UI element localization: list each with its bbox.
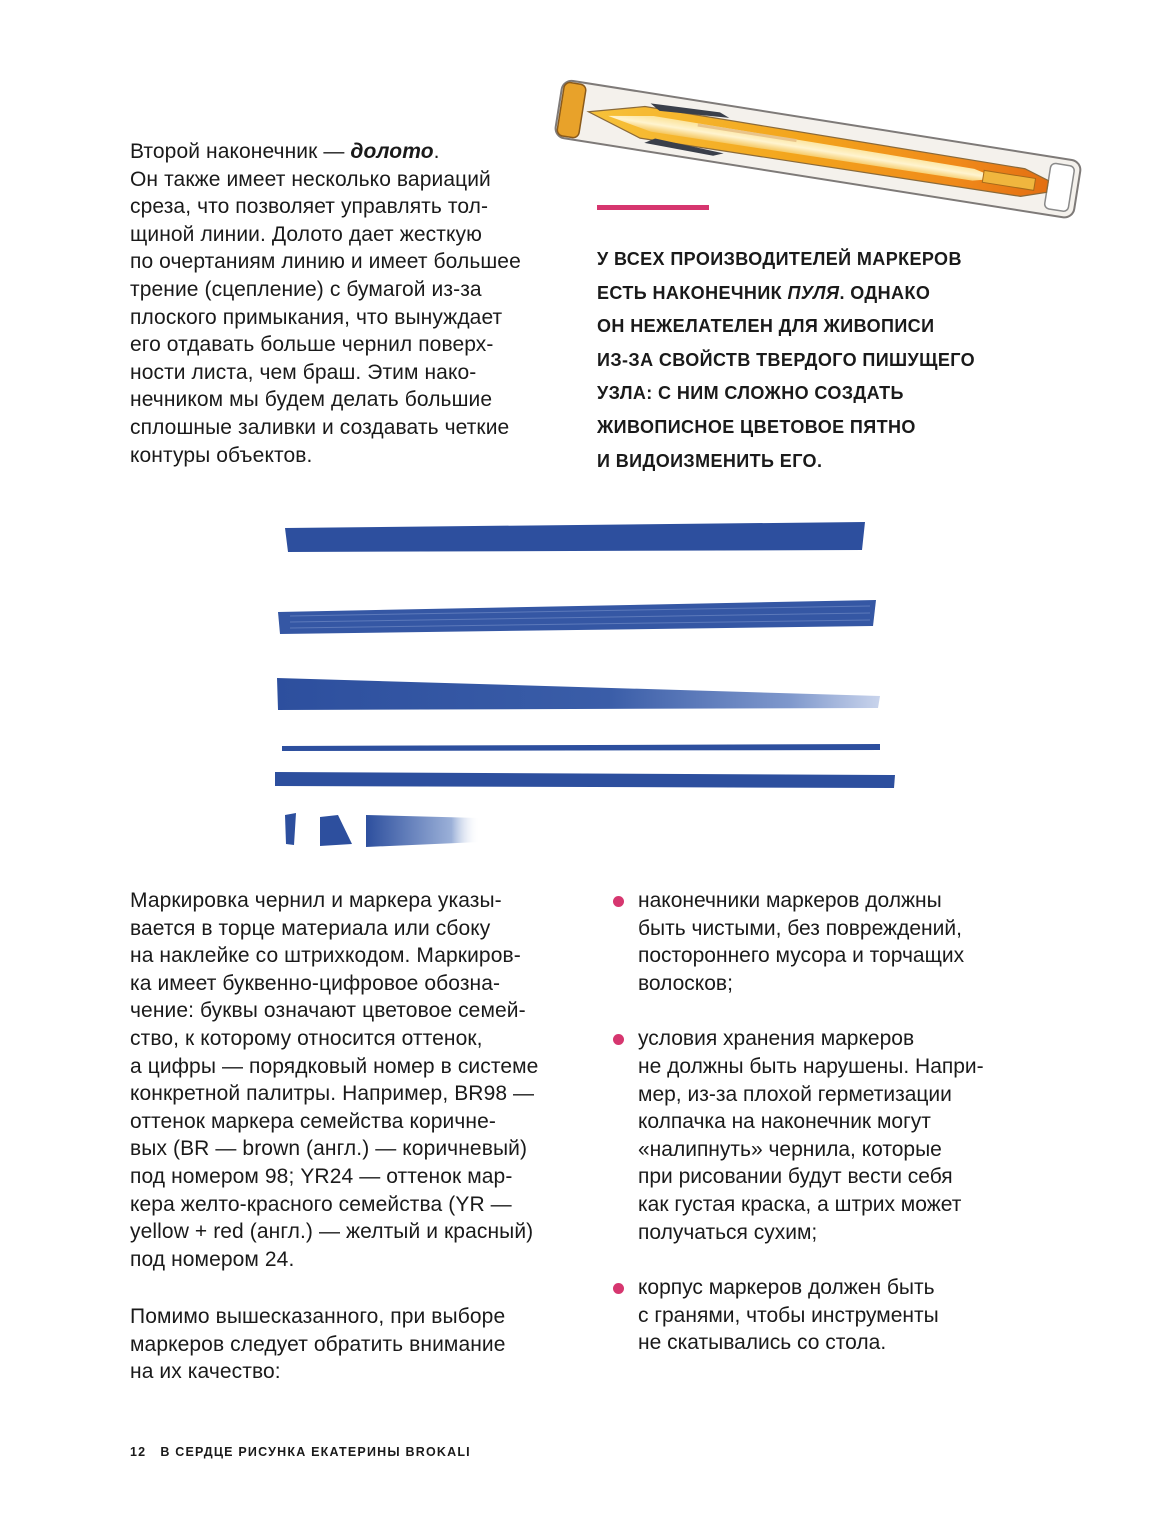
stroke-fading bbox=[277, 678, 880, 710]
callout-line-2 bbox=[597, 277, 1027, 311]
callout-line-2-start: ЕСТЬ НАКОНЕЧНИК bbox=[597, 282, 788, 303]
stroke-short-fade bbox=[366, 815, 480, 847]
bullet-text: наконечники маркеров должны быть чистыми, без повреждений, постороннего мусора и торчащих волосков; bbox=[638, 889, 965, 995]
intro-paragraph bbox=[130, 138, 570, 469]
intro-lead: Второй наконечник — bbox=[130, 140, 351, 163]
callout-block bbox=[597, 243, 1027, 478]
intro-term: долото bbox=[350, 140, 434, 163]
callout-line-1: У ВСЕХ ПРОИЗВОДИТЕЛЕЙ МАРКЕРОВ bbox=[597, 249, 962, 269]
marking-paragraph: Маркировка чернил и маркера указы- вается в торце материала или сбоку на наклейке со штрихкодом. Маркиров- ка имеет буквенно-цифровое обозна- чение: буквы означают цветовое семей- ство, к которому относится оттенок, а цифры — порядковый номер в системе конкретной палитры. Например, BR98 — оттенок маркера семейства коричне- вых (BR — brown (англ.) — коричневый) под номером 98; YR24 — оттенок мар- кера желто-красного семейства (YR — yellow + red (англ.) — желтый и красный) под номером 24. bbox=[130, 889, 539, 1271]
stroke-dot-wide bbox=[320, 815, 352, 846]
list-item bbox=[612, 1025, 1032, 1246]
callout-term: ПУЛЯ bbox=[787, 282, 840, 303]
stroke-medium bbox=[275, 772, 895, 788]
stroke-dot-thin bbox=[285, 813, 296, 845]
callout-line-4: ИЗ-ЗА СВОЙСТВ ТВЕРДОГО ПИШУЩЕГО bbox=[597, 349, 976, 370]
list-item bbox=[612, 887, 1032, 997]
page-number: 12 bbox=[130, 1445, 147, 1459]
callout-line-5: УЗЛА: С НИМ СЛОЖНО СОЗДАТЬ bbox=[597, 383, 904, 404]
bullet-text: корпус маркеров должен быть с гранями, чтобы инструменты не скатывались со стола. bbox=[638, 1276, 939, 1355]
bullet-dot-icon bbox=[613, 1034, 624, 1045]
list-item bbox=[612, 1274, 1032, 1357]
quality-intro-paragraph: Помимо вышесказанного, при выборе маркеров следует обратить внимание на их качество: bbox=[130, 1305, 506, 1384]
callout-line-7: И ВИДОИЗМЕНИТЬ ЕГО. bbox=[597, 450, 823, 471]
callout-line-3: ОН НЕЖЕЛАТЕЛЕН ДЛЯ ЖИВОПИСИ bbox=[597, 316, 935, 337]
quality-bullet-list bbox=[612, 887, 1032, 1385]
bullet-text: условия хранения маркеров не должны быть нарушены. Напри- мер, из-за плохой герметизации колпачка на наконечник могут «налипнуть» чернила, которые при рисовании будут вести себя как густая краска, а штрих может получаться сухим; bbox=[638, 1027, 984, 1244]
stroke-thin bbox=[282, 744, 880, 751]
stroke-samples-illustration bbox=[270, 510, 910, 860]
intro-lead-end: . bbox=[433, 140, 440, 163]
accent-rule bbox=[597, 205, 709, 210]
running-title: В СЕРДЦЕ РИСУНКА ЕКАТЕРИНЫ BROKALI bbox=[160, 1445, 471, 1459]
page-footer bbox=[130, 1445, 471, 1459]
intro-text: Он также имеет несколько вариаций среза, что позволяет управлять тол- щиной линии. Долото дает жесткую по очертаниям линию и имеет большее трение (сцепление) с бумагой из-за плоского примыкания, что вынуждает его отдавать больше чернил поверх- ности листа, чем браш. Этим нако- нечником мы будем делать большие сплошные заливки и создавать четкие контуры объектов. bbox=[130, 167, 521, 467]
bullet-dot-icon bbox=[613, 1283, 624, 1294]
stroke-wide bbox=[285, 522, 865, 552]
bullet-dot-icon bbox=[613, 896, 624, 907]
stroke-streaked bbox=[278, 600, 876, 634]
callout-line-2-end: . ОДНАКО bbox=[839, 282, 931, 303]
callout-line-6: ЖИВОПИСНОЕ ЦВЕТОВОЕ ПЯТНО bbox=[597, 416, 916, 437]
